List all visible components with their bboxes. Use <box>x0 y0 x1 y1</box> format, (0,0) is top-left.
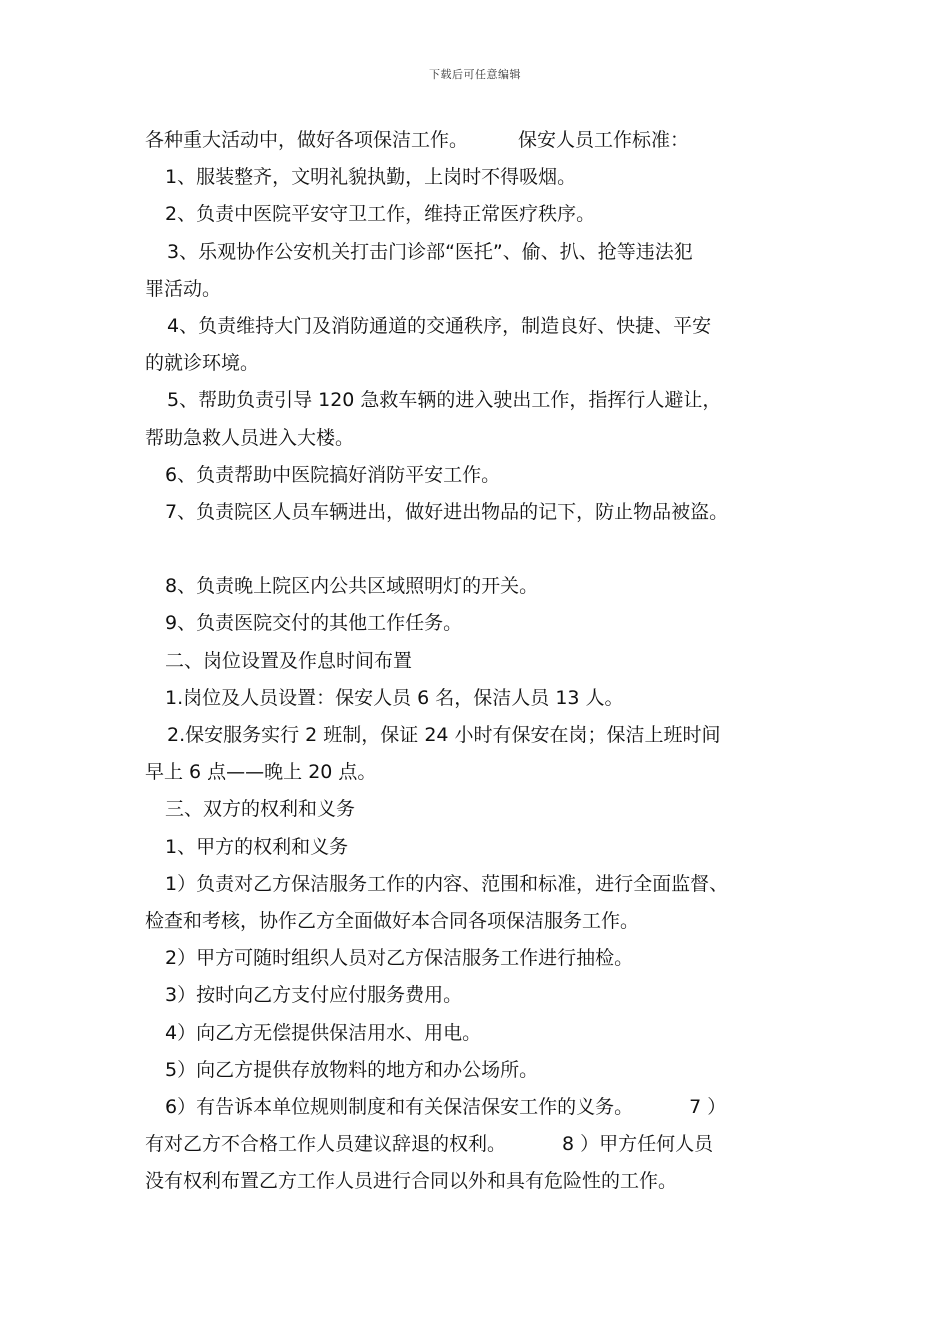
list-item: 2）甲方可随时组织人员对乙方保洁服务工作进行抽检。 <box>165 947 634 970</box>
list-item-continuation: 没有权利布置乙方工作人员进行合同以外和具有危险性的工作。 <box>145 1170 678 1193</box>
list-item: 6、负责帮助中医院搞好消防平安工作。 <box>165 463 501 486</box>
list-item: 5）向乙方提供存放物料的地方和办公场所。 <box>165 1058 539 1081</box>
blank-line <box>145 531 825 568</box>
list-item <box>145 1126 825 1163</box>
document-body <box>145 122 825 1200</box>
list-item: 2、负责中医院平安守卫工作，维持正常医疗秩序。 <box>165 203 596 226</box>
section-heading-security-standards: 保安人员工作标准： <box>518 129 690 151</box>
text-segment: 6）有告诉本单位规则制度和有关保洁保安工作的义务。 <box>165 1095 634 1118</box>
list-item <box>145 1089 825 1126</box>
list-item: 4、负责维持大门及消防通道的交通秩序，制造良好、快捷、平安 <box>167 314 712 337</box>
list-item-continuation: 早上 6 点——晚上 20 点。 <box>145 761 377 784</box>
list-item: 3、乐观协作公安机关打击门诊部“医托”、偷、扒、抢等违法犯 <box>167 240 693 263</box>
section-heading: 三、双方的权利和义务 <box>165 798 356 821</box>
list-item-continuation: 检查和考核，协作乙方全面做好本合同各项保洁服务工作。 <box>145 909 640 932</box>
list-item: 7、负责院区人员车辆进出，做好进出物品的记下，防止物品被盗。 <box>165 500 729 523</box>
list-item: 4）向乙方无偿提供保洁用水、用电。 <box>165 1021 482 1044</box>
subsection-heading: 1、甲方的权利和义务 <box>165 835 349 858</box>
list-item: 8、负责晚上院区内公共区域照明灯的开关。 <box>165 575 539 598</box>
list-item: 1.岗位及人员设置：保安人员 6 名，保洁人员 13 人。 <box>165 686 624 709</box>
list-item: 1、服装整齐，文明礼貌执勤，上岗时不得吸烟。 <box>165 166 577 189</box>
list-item: 3）按时向乙方支付应付服务费用。 <box>165 984 463 1007</box>
section-heading: 二、岗位设置及作息时间布置 <box>165 649 413 672</box>
paragraph-line <box>145 122 825 159</box>
text-segment: 7 ） <box>689 1095 727 1118</box>
text-segment: 8 ）甲方任何人员 <box>562 1133 714 1156</box>
list-item-continuation: 帮助急救人员进入大楼。 <box>145 426 355 449</box>
page-header: 下载后可任意编辑 <box>429 68 521 81</box>
list-item: 1）负责对乙方保洁服务工作的内容、范围和标准，进行全面监督、 <box>165 872 729 895</box>
list-item: 9、负责医院交付的其他工作任务。 <box>165 612 463 635</box>
text-segment: 有对乙方不合格工作人员建议辞退的权利。 <box>145 1133 507 1156</box>
list-item: 5、帮助负责引导 120 急救车辆的进入驶出工作，指挥行人避让， <box>167 389 722 412</box>
list-item-continuation: 的就诊环境。 <box>145 352 260 375</box>
list-item: 2.保安服务实行 2 班制，保证 24 小时有保安在岗；保洁上班时间 <box>167 724 721 746</box>
text-segment: 各种重大活动中，做好各项保洁工作。 <box>145 129 469 151</box>
list-item-continuation: 罪活动。 <box>145 277 222 300</box>
